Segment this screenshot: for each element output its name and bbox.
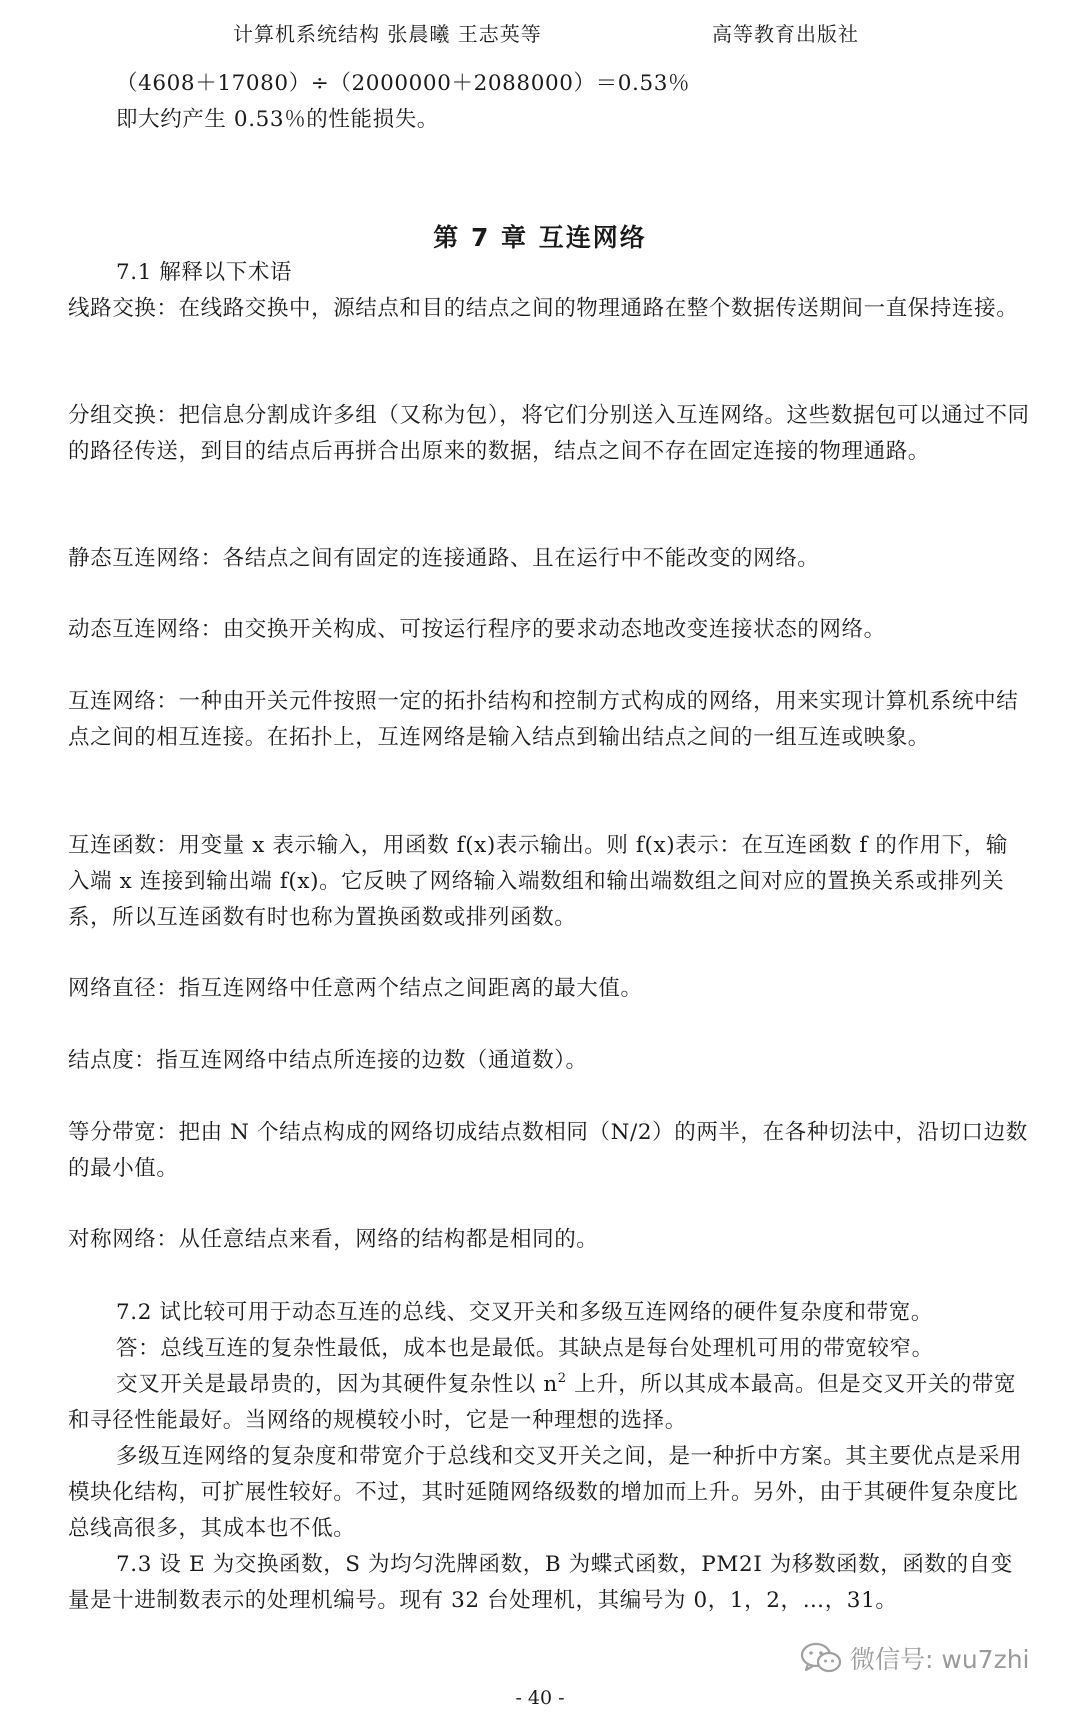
question-7-3: 7.3 设 E 为交换函数，S 为均匀洗牌函数，B 为蝶式函数，PM2I 为移数函数，函数的自变量是十进制数表示的处理机编号。现有 32 台处理机，其编号为 0，1，2，…，31。 bbox=[68, 1552, 1013, 1613]
answer-multistage: 多级互连网络的复杂度和带宽介于总线和交叉开关之间，是一种折中方案。其主要优点是采用模块化结构，可扩展性较好。不过，其时延随网络级数的增加而上升。另外，由于其硬件复杂度比总线高很多，其成本也不低。 bbox=[68, 1444, 1023, 1541]
page-header bbox=[0, 10, 1080, 50]
term-symmetric-network: 对称网络：从任意结点来看，网络的结构都是相同的。 bbox=[68, 1227, 599, 1252]
header-book-info: 计算机系统结构 张晨曦 王志英等 bbox=[233, 22, 542, 46]
answer-crossbar-superscript: 2 bbox=[557, 1371, 567, 1386]
page-number: - 40 - bbox=[515, 1687, 565, 1709]
intro-formula: （4608＋17080）÷（2000000＋2088000）＝0.53％ bbox=[116, 71, 691, 96]
answer-bus: 答：总线互连的复杂性最低，成本也是最低。其缺点是每台处理机可用的带宽较窄。 bbox=[116, 1336, 934, 1361]
wechat-watermark bbox=[800, 1638, 1029, 1678]
answer-crossbar-part-a: 交叉开关是最昂贵的，因为其硬件复杂性以 n bbox=[116, 1372, 558, 1397]
question-7-2: 7.2 试比较可用于动态互连的总线、交叉开关和多级互连网络的硬件复杂度和带宽。 bbox=[116, 1300, 933, 1325]
wechat-icon bbox=[800, 1642, 842, 1674]
term-node-degree: 结点度：指互连网络中结点所连接的边数（通道数）。 bbox=[68, 1048, 588, 1073]
term-network-diameter: 网络直径：指互连网络中任意两个结点之间距离的最大值。 bbox=[68, 976, 643, 1001]
term-interconnection-function: 互连函数：用变量 x 表示输入，用函数 f(x)表示输出。则 f(x)表示：在互连函数 f 的作用下，输入端 x 连接到输出端 f(x)。它反映了网络输入端数组和输出端数组之间对应的置换关系或排列关系，所以互连函数有时也称为置换函数或排列函数。 bbox=[68, 833, 1009, 930]
intro-conclusion: 即大约产生 0.53％的性能损失。 bbox=[116, 107, 439, 132]
term-bisection-bandwidth: 等分带宽：把由 N 个结点构成的网络切成结点数相同（N/2）的两半，在各种切法中，沿切口边数的最小值。 bbox=[68, 1120, 1028, 1181]
term-static-network: 静态互连网络：各结点之间有固定的连接通路、且在运行中不能改变的网络。 bbox=[68, 546, 820, 571]
header-publisher: 高等教育出版社 bbox=[712, 22, 859, 46]
chapter-title: 第 7 章 互连网络 bbox=[433, 223, 647, 252]
section-heading-7-1: 7.1 解释以下术语 bbox=[116, 260, 293, 285]
answer-crossbar bbox=[68, 1367, 1030, 1439]
term-dynamic-network: 动态互连网络：由交换开关构成、可按运行程序的要求动态地改变连接状态的网络。 bbox=[68, 617, 886, 642]
watermark-text: 微信号: wu7zhi bbox=[850, 1645, 1030, 1674]
term-packet-switching: 分组交换：把信息分割成许多组（又称为包），将它们分别送入互连网络。这些数据包可以通过不同的路径传送，到目的结点后再拼合出原来的数据，结点之间不存在固定连接的物理通路。 bbox=[68, 403, 1030, 464]
term-circuit-switching: 线路交换：在线路交换中，源结点和目的结点之间的物理通路在整个数据传送期间一直保持连接。 bbox=[68, 296, 1019, 321]
answer-crossbar-part-b: 上升，所以其成本最高。但是交叉开关的带宽和寻径性能最好。当网络的规模较小时，它是一种理想的选择。 bbox=[68, 1372, 1017, 1433]
term-interconnection-network: 互连网络：一种由开关元件按照一定的拓扑结构和控制方式构成的网络，用来实现计算机系统中结点之间的相互连接。在拓扑上，互连网络是输入结点到输出结点之间的一组互连或映象。 bbox=[68, 689, 1019, 750]
